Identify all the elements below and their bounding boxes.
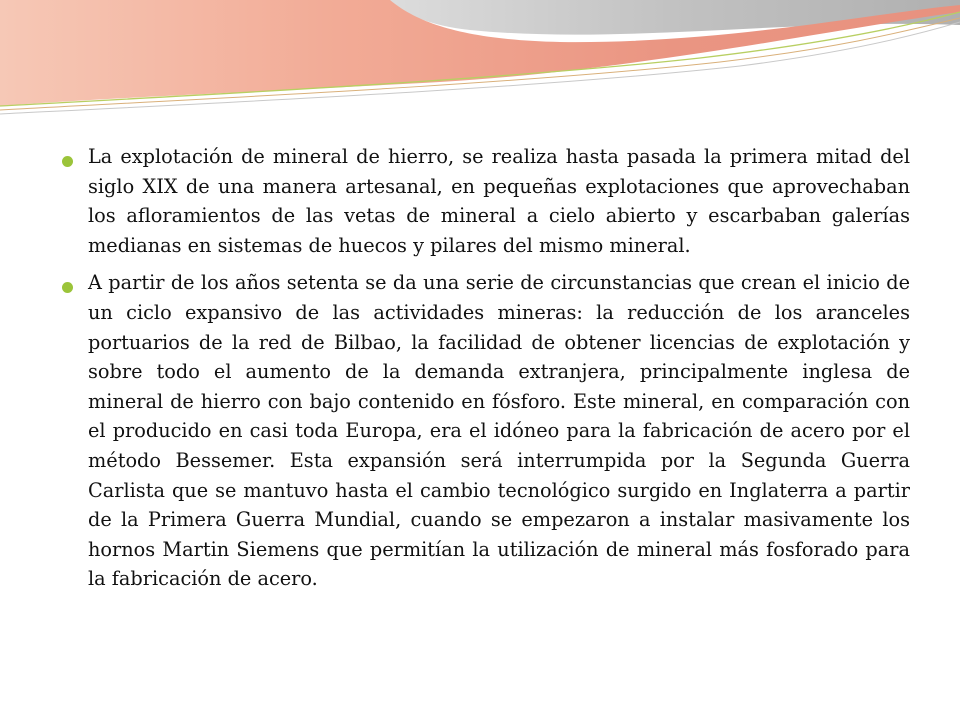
bullet-dot-icon [62, 282, 73, 293]
bullet-item [56, 142, 910, 260]
bullet-list [56, 142, 910, 602]
bullet-text: A partir de los años setenta se da una serie de circunstancias que crean el inicio de un ciclo expansivo de las actividades mineras: la reducción de los aranceles portuarios de la red de Bilbao, la facilidad de obtener licencias de explotación y sobre todo el aumento de la demanda extranjera, principalmente inglesa de mineral de hierro con bajo contenido en fósforo. Este mineral, en comparación con el producido en casi toda Europa, era el idóneo para la fabricación de acero por el método Bessemer. Esta expansión será interrumpida por la Segunda Guerra Carlista que se mantuvo hasta el cambio tecnológico surgido en Inglaterra a partir de la Primera Guerra Mundial, cuando se empezaron a instalar masivamente los hornos Martin Siemens que permitían la utilización de mineral más fosforado para la fabricación de acero. [88, 271, 910, 591]
header-wave-decoration [0, 0, 960, 120]
bullet-text: La explotación de mineral de hierro, se realiza hasta pasada la primera mitad del siglo XIX de una manera artesanal, en pequeñas explotaciones que aprovechaban los afloramientos de las vetas de mineral a cielo abierto y escarbaban galerías medianas en sistemas de huecos y pilares del mismo mineral. [88, 145, 910, 257]
bullet-item [56, 268, 910, 594]
bullet-dot-icon [62, 156, 73, 167]
